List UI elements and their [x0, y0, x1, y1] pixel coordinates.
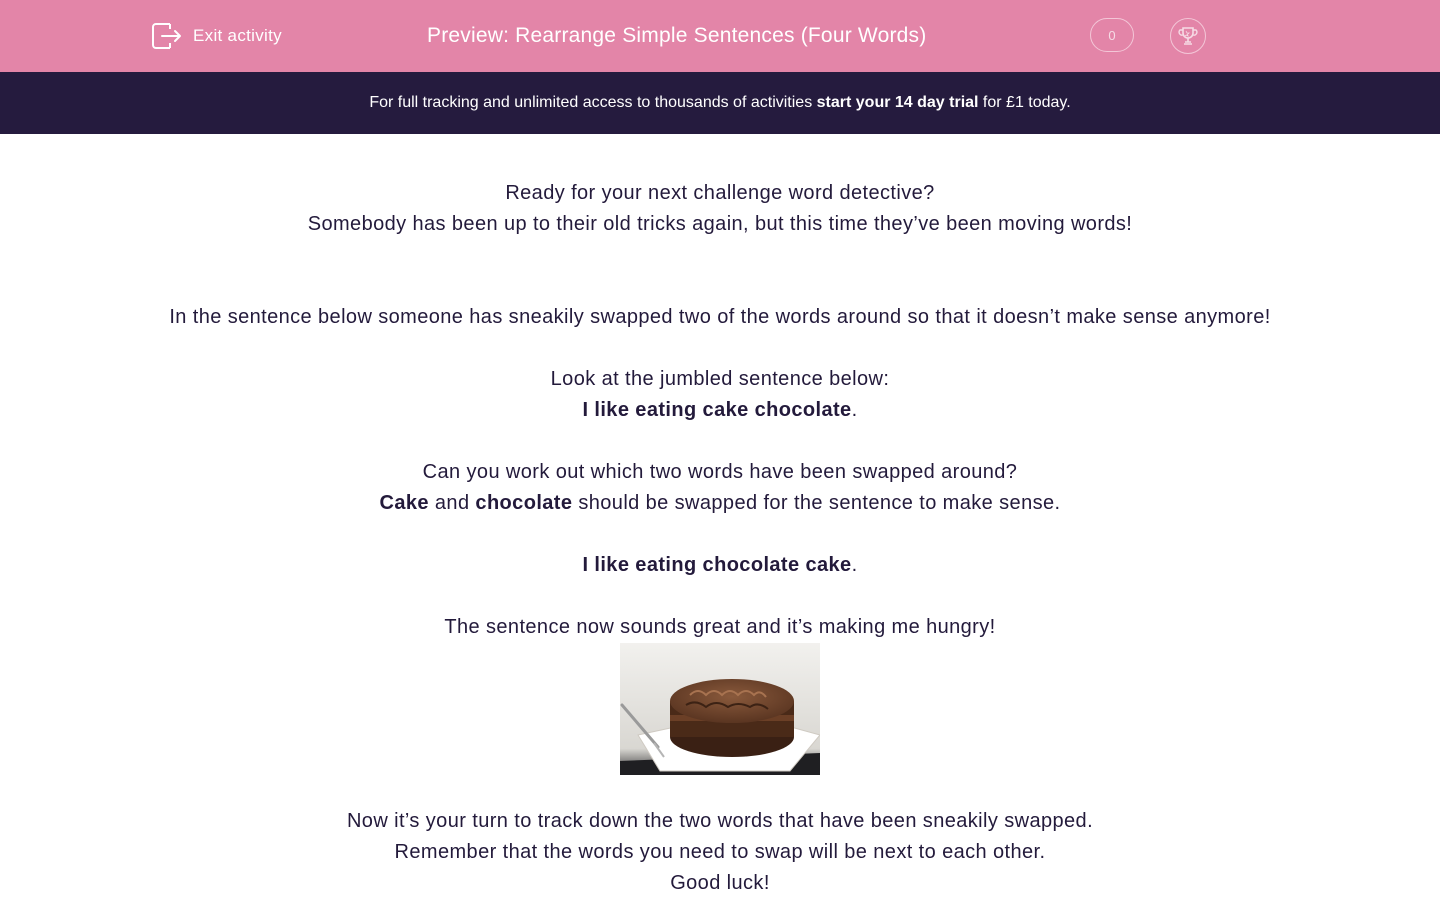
- trial-link[interactable]: start your 14 day trial: [816, 94, 979, 111]
- exit-activity-button[interactable]: [150, 20, 282, 52]
- instruction-paragraph: In the sentence below someone has sneakily swapped two of the words around so that it doesn’t make sense anymore!: [169, 306, 1271, 328]
- answer-text: [0, 488, 1440, 519]
- banner-text: [369, 94, 1070, 112]
- trial-banner: [0, 72, 1440, 134]
- banner-text-before: For full tracking and unlimited access to thousands of activities: [369, 94, 817, 111]
- answer-and: and: [428, 492, 476, 514]
- lesson-content: [0, 178, 1440, 899]
- answer-word-2: chocolate: [475, 492, 573, 514]
- jumbled-period: .: [851, 399, 858, 421]
- intro-line-2: Somebody has been up to their old tricks again, but this time they’ve been moving words!: [307, 213, 1133, 235]
- turn-text: Now it’s your turn to track down the two words that have been sneakily swapped.: [346, 810, 1094, 832]
- good-luck-text: Good luck!: [670, 872, 770, 894]
- look-instruction: Look at the jumbled sentence below:: [550, 368, 890, 390]
- fixed-sentence-text: I like eating chocolate cake: [582, 554, 852, 576]
- score-badge: 0: [1090, 18, 1134, 52]
- banner-text-after: for £1 today.: [978, 94, 1071, 111]
- remember-text: Remember that the words you need to swap will be next to each other.: [394, 841, 1046, 863]
- answer-word-1: Cake: [379, 492, 429, 514]
- chocolate-cake-image: [620, 643, 820, 775]
- top-bar: [0, 0, 1440, 72]
- page-title: Preview: Rearrange Simple Sentences (Four Words): [427, 24, 927, 47]
- question-text: Can you work out which two words have been swapped around?: [422, 461, 1018, 483]
- exit-icon: [150, 21, 183, 51]
- exit-activity-label: Exit activity: [193, 26, 282, 45]
- hungry-text: The sentence now sounds great and it’s making me hungry!: [444, 616, 996, 638]
- answer-rest: should be swapped for the sentence to make sense.: [572, 492, 1061, 514]
- trophy-button[interactable]: [1170, 18, 1206, 54]
- fixed-period: .: [851, 554, 858, 576]
- intro-line-1: Ready for your next challenge word detective?: [505, 182, 935, 204]
- jumbled-sentence: [0, 395, 1440, 426]
- trophy-icon: [1177, 25, 1199, 47]
- jumbled-sentence-text: I like eating cake chocolate: [582, 399, 852, 421]
- fixed-sentence: [0, 550, 1440, 581]
